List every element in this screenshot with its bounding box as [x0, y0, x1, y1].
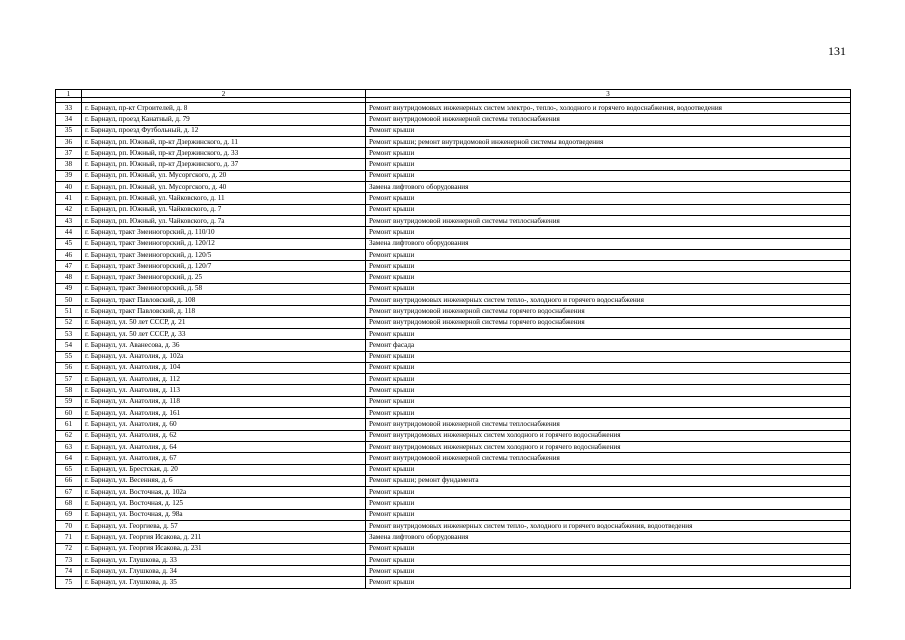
table-row [56, 283, 851, 294]
row-work-cell: Замена лифтового оборудования [366, 532, 851, 543]
row-work-cell: Замена лифтового оборудования [366, 182, 851, 193]
row-number-cell: 57 [56, 374, 82, 385]
row-address-cell: г. Барнаул, пр-кт Строителей, д. 8 [82, 103, 366, 114]
table-row [56, 306, 851, 317]
row-work-cell: Ремонт внутридомовой инженерной системы теплоснабжения [366, 215, 851, 226]
table-row [56, 385, 851, 396]
header-col-number: 1 [56, 90, 82, 98]
table-row [56, 577, 851, 588]
table-row [56, 520, 851, 531]
row-work-cell: Ремонт крыши; ремонт внутридомовой инженерной системы водоотведения [366, 136, 851, 147]
table-row [56, 362, 851, 373]
row-work-cell: Ремонт крыши [366, 374, 851, 385]
page-number: 131 [828, 44, 846, 58]
row-work-cell: Ремонт внутридомовой инженерной системы горячего водоснабжения [366, 317, 851, 328]
table-row [56, 441, 851, 452]
repair-registry-table [55, 89, 851, 589]
row-work-cell: Ремонт крыши [366, 227, 851, 238]
row-work-cell: Ремонт крыши [366, 554, 851, 565]
row-work-cell: Ремонт внутридомовых инженерных систем холодного и горячего водоснабжения [366, 441, 851, 452]
row-number-cell: 65 [56, 464, 82, 475]
row-number-cell: 64 [56, 453, 82, 464]
row-work-cell: Ремонт крыши [366, 125, 851, 136]
row-number-cell: 73 [56, 554, 82, 565]
row-address-cell: г. Барнаул, рп. Южный, пр-кт Дзержинского, д. 33 [82, 148, 366, 159]
table-row [56, 430, 851, 441]
row-work-cell: Ремонт внутридомовой инженерной системы теплоснабжения [366, 419, 851, 430]
row-work-cell: Ремонт внутридомовых инженерных систем электро-, тепло-, холодного и горячего водоснабжения, водоотведения [366, 103, 851, 114]
row-address-cell: г. Барнаул, ул. Георгия Исакова, д. 211 [82, 532, 366, 543]
row-work-cell: Ремонт фасада [366, 340, 851, 351]
row-number-cell: 46 [56, 249, 82, 260]
row-number-cell: 68 [56, 498, 82, 509]
row-number-cell: 39 [56, 170, 82, 181]
row-address-cell: г. Барнаул, ул. Глушкова, д. 33 [82, 554, 366, 565]
row-address-cell: г. Барнаул, тракт Змеиногорский, д. 25 [82, 272, 366, 283]
table-row [56, 509, 851, 520]
row-address-cell: г. Барнаул, ул. Анатолия, д. 67 [82, 453, 366, 464]
row-address-cell: г. Барнаул, рп. Южный, ул. Мусоргского, д. 20 [82, 170, 366, 181]
table-body [56, 103, 851, 589]
row-address-cell: г. Барнаул, ул. Анатолия, д. 112 [82, 374, 366, 385]
row-address-cell: г. Барнаул, ул. Аванесова, д. 36 [82, 340, 366, 351]
row-number-cell: 50 [56, 295, 82, 306]
row-number-cell: 70 [56, 520, 82, 531]
row-work-cell: Ремонт крыши [366, 566, 851, 577]
row-work-cell: Ремонт крыши [366, 193, 851, 204]
row-address-cell: г. Барнаул, рп. Южный, ул. Чайковского, д. 7а [82, 215, 366, 226]
row-work-cell: Ремонт внутридомовой инженерной системы теплоснабжения [366, 453, 851, 464]
row-number-cell: 51 [56, 306, 82, 317]
row-address-cell: г. Барнаул, ул. Весенняя, д. 6 [82, 475, 366, 486]
row-work-cell: Ремонт крыши [366, 487, 851, 498]
row-address-cell: г. Барнаул, рп. Южный, ул. Мусоргского, д. 40 [82, 182, 366, 193]
table-row [56, 295, 851, 306]
table-row [56, 182, 851, 193]
row-address-cell: г. Барнаул, тракт Змеиногорский, д. 120/5 [82, 249, 366, 260]
row-number-cell: 38 [56, 159, 82, 170]
row-work-cell: Ремонт внутридомовой инженерной системы теплоснабжения [366, 114, 851, 125]
row-number-cell: 62 [56, 430, 82, 441]
row-work-cell: Ремонт внутридомовой инженерной системы горячего водоснабжения [366, 306, 851, 317]
row-number-cell: 72 [56, 543, 82, 554]
row-address-cell: г. Барнаул, ул. Анатолия, д. 64 [82, 441, 366, 452]
table-row [56, 554, 851, 565]
table-row [56, 328, 851, 339]
table-row [56, 125, 851, 136]
row-work-cell: Ремонт крыши [366, 408, 851, 419]
row-number-cell: 36 [56, 136, 82, 147]
row-number-cell: 37 [56, 148, 82, 159]
row-work-cell: Ремонт крыши [366, 283, 851, 294]
row-address-cell: г. Барнаул, ул. Восточная, д. 125 [82, 498, 366, 509]
row-number-cell: 34 [56, 114, 82, 125]
row-address-cell: г. Барнаул, ул. 50 лет СССР, д. 33 [82, 328, 366, 339]
row-address-cell: г. Барнаул, ул. Анатолия, д. 60 [82, 419, 366, 430]
row-address-cell: г. Барнаул, ул. 50 лет СССР, д. 21 [82, 317, 366, 328]
row-work-cell: Ремонт крыши [366, 396, 851, 407]
row-work-cell: Ремонт крыши [366, 261, 851, 272]
table-row [56, 532, 851, 543]
row-number-cell: 55 [56, 351, 82, 362]
row-address-cell: г. Барнаул, ул. Глушкова, д. 34 [82, 566, 366, 577]
row-number-cell: 69 [56, 509, 82, 520]
row-address-cell: г. Барнаул, рп. Южный, пр-кт Дзержинского, д. 11 [82, 136, 366, 147]
row-work-cell: Ремонт крыши [366, 509, 851, 520]
row-number-cell: 74 [56, 566, 82, 577]
row-number-cell: 47 [56, 261, 82, 272]
table-row [56, 340, 851, 351]
row-work-cell: Ремонт внутридомовых инженерных систем тепло-, холодного и горячего водоснабжения, водоотведения [366, 520, 851, 531]
table-row [56, 261, 851, 272]
table-row [56, 487, 851, 498]
table-header [56, 90, 851, 103]
row-address-cell: г. Барнаул, тракт Змеиногорский, д. 120/7 [82, 261, 366, 272]
table-row [56, 215, 851, 226]
row-address-cell: г. Барнаул, рп. Южный, ул. Чайковского, д. 11 [82, 193, 366, 204]
row-address-cell: г. Барнаул, ул. Георгиева, д. 57 [82, 520, 366, 531]
table-row [56, 396, 851, 407]
row-work-cell: Ремонт крыши [366, 249, 851, 260]
table-row [56, 272, 851, 283]
row-number-cell: 43 [56, 215, 82, 226]
row-number-cell: 52 [56, 317, 82, 328]
header-col-work: 3 [366, 90, 851, 98]
table-row [56, 475, 851, 486]
table-row [56, 566, 851, 577]
row-number-cell: 40 [56, 182, 82, 193]
row-number-cell: 48 [56, 272, 82, 283]
row-work-cell: Ремонт крыши [366, 159, 851, 170]
table-row [56, 498, 851, 509]
row-work-cell: Ремонт крыши [366, 362, 851, 373]
row-number-cell: 67 [56, 487, 82, 498]
table-row [56, 148, 851, 159]
table-row [56, 114, 851, 125]
header-col-address: 2 [82, 90, 366, 98]
row-address-cell: г. Барнаул, ул. Анатолия, д. 113 [82, 385, 366, 396]
row-address-cell: г. Барнаул, тракт Змеиногорский, д. 110/10 [82, 227, 366, 238]
row-work-cell: Ремонт крыши [366, 351, 851, 362]
row-number-cell: 63 [56, 441, 82, 452]
row-address-cell: г. Барнаул, ул. Брестская, д. 20 [82, 464, 366, 475]
row-address-cell: г. Барнаул, тракт Павловский, д. 108 [82, 295, 366, 306]
table-row [56, 103, 851, 114]
table-row [56, 193, 851, 204]
table-row [56, 249, 851, 260]
row-address-cell: г. Барнаул, ул. Анатолия, д. 161 [82, 408, 366, 419]
row-number-cell: 33 [56, 103, 82, 114]
row-address-cell: г. Барнаул, ул. Глушкова, д. 35 [82, 577, 366, 588]
row-number-cell: 53 [56, 328, 82, 339]
row-work-cell: Ремонт крыши [366, 328, 851, 339]
table-row [56, 317, 851, 328]
row-address-cell: г. Барнаул, ул. Анатолия, д. 104 [82, 362, 366, 373]
table-row [56, 159, 851, 170]
row-address-cell: г. Барнаул, проезд Канатный, д. 79 [82, 114, 366, 125]
row-number-cell: 61 [56, 419, 82, 430]
row-address-cell: г. Барнаул, тракт Павловский, д. 118 [82, 306, 366, 317]
table-row [56, 543, 851, 554]
row-work-cell: Ремонт крыши [366, 385, 851, 396]
table-row [56, 419, 851, 430]
row-work-cell: Ремонт крыши [366, 204, 851, 215]
row-address-cell: г. Барнаул, тракт Змеиногорский, д. 58 [82, 283, 366, 294]
row-number-cell: 35 [56, 125, 82, 136]
row-number-cell: 49 [56, 283, 82, 294]
row-address-cell: г. Барнаул, ул. Анатолия, д. 62 [82, 430, 366, 441]
table-row [56, 464, 851, 475]
row-number-cell: 42 [56, 204, 82, 215]
row-address-cell: г. Барнаул, ул. Восточная, д. 98а [82, 509, 366, 520]
row-number-cell: 54 [56, 340, 82, 351]
row-work-cell: Ремонт крыши [366, 498, 851, 509]
row-address-cell: г. Барнаул, ул. Анатолия, д. 118 [82, 396, 366, 407]
row-number-cell: 44 [56, 227, 82, 238]
row-number-cell: 58 [56, 385, 82, 396]
row-number-cell: 41 [56, 193, 82, 204]
table-row [56, 351, 851, 362]
row-work-cell: Ремонт крыши [366, 272, 851, 283]
row-work-cell: Ремонт крыши; ремонт фундамента [366, 475, 851, 486]
table-row [56, 453, 851, 464]
table-row [56, 136, 851, 147]
table-row [56, 238, 851, 249]
row-address-cell: г. Барнаул, ул. Анатолия, д. 102а [82, 351, 366, 362]
row-number-cell: 75 [56, 577, 82, 588]
row-number-cell: 56 [56, 362, 82, 373]
row-work-cell: Ремонт крыши [366, 148, 851, 159]
table-row [56, 374, 851, 385]
row-address-cell: г. Барнаул, тракт Змеиногорский, д. 120/12 [82, 238, 366, 249]
row-address-cell: г. Барнаул, рп. Южный, ул. Чайковского, д. 7 [82, 204, 366, 215]
row-number-cell: 66 [56, 475, 82, 486]
table-row [56, 204, 851, 215]
table-row [56, 408, 851, 419]
row-work-cell: Ремонт крыши [366, 464, 851, 475]
row-address-cell: г. Барнаул, рп. Южный, пр-кт Дзержинского, д. 37 [82, 159, 366, 170]
header-row [56, 90, 851, 98]
row-number-cell: 71 [56, 532, 82, 543]
row-work-cell: Ремонт внутридомовых инженерных систем холодного и горячего водоснабжения [366, 430, 851, 441]
row-work-cell: Ремонт крыши [366, 170, 851, 181]
row-address-cell: г. Барнаул, ул. Георгия Исакова, д. 231 [82, 543, 366, 554]
table-row [56, 170, 851, 181]
row-work-cell: Замена лифтового оборудования [366, 238, 851, 249]
row-number-cell: 60 [56, 408, 82, 419]
row-address-cell: г. Барнаул, проезд Футбольный, д. 12 [82, 125, 366, 136]
row-work-cell: Ремонт внутридомовых инженерных систем тепло-, холодного и горячего водоснабжения [366, 295, 851, 306]
row-number-cell: 45 [56, 238, 82, 249]
row-work-cell: Ремонт крыши [366, 577, 851, 588]
row-number-cell: 59 [56, 396, 82, 407]
table-row [56, 227, 851, 238]
row-work-cell: Ремонт крыши [366, 543, 851, 554]
row-address-cell: г. Барнаул, ул. Восточная, д. 102а [82, 487, 366, 498]
